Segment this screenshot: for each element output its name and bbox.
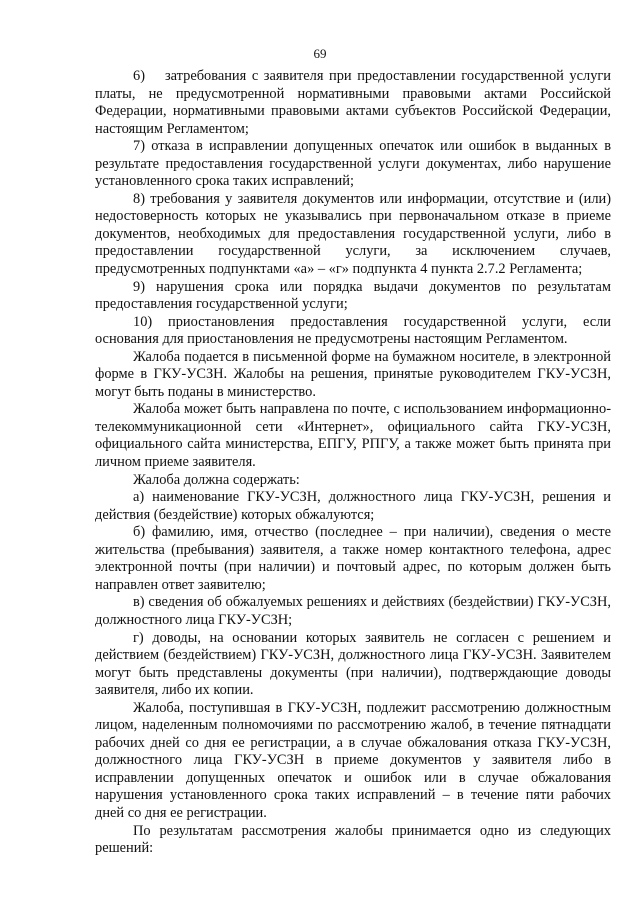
paragraph-item-9: 9) нарушения срока или порядка выдачи документов по результатам предоставления государственной услуги; xyxy=(95,278,611,313)
paragraph-review-terms: Жалоба, поступившая в ГКУ-УСЗН, подлежит рассмотрению должностным лицом, наделенным полномочиями по рассмотрению жалоб, в течение пятнадцати рабочих дней со дня ее регистрации, а в случае обжалования отказа ГКУ-УСЗН, должностного лица ГКУ-УСЗН в приеме документов у заявителя либо в исправлении допущенных опечаток и ошибок или в случае обжалования нарушения установленного срока таких исправлений – в течение пяти рабочих дней со дня ее регистрации. xyxy=(95,699,611,821)
paragraph-review-results: По результатам рассмотрения жалобы принимается одно из следующих решений: xyxy=(95,822,611,857)
document-body xyxy=(95,68,611,858)
paragraph-subitem-b: б) фамилию, имя, отчество (последнее – при наличии), сведения о месте жительства (пребывания) заявителя, а также номер контактного телефона, адрес электронной почты (при наличии) и почтовый адрес, по которым должен быть направлен ответ заявителю; xyxy=(95,524,611,593)
paragraph-complaint-contents: Жалоба должна содержать: xyxy=(133,471,300,488)
paragraph-item-7: 7) отказа в исправлении допущенных опечаток или ошибок в выданных в результате предоставления государственной услуги документах, либо нарушение установленного срока таких исправлений; xyxy=(95,138,611,190)
paragraph-subitem-g: г) доводы, на основании которых заявитель не согласен с решением и действием (бездействием) ГКУ-УСЗН, должностного лица ГКУ-УСЗН. Заявителем могут быть представлены документы (при наличии), подтверждающие доводы заявителя, либо их копии. xyxy=(95,629,611,699)
paragraph-item-6: 6) затребования с заявителя при предоставлении государственной услуги платы, не предусмотренной нормативными правовыми актами Российской Федерации, нормативными правовыми актами субъектов Российской Федерации, настоящим Регламентом; xyxy=(95,68,611,137)
paragraph-subitem-a: а) наименование ГКУ-УСЗН, должностного лица ГКУ-УСЗН, решения и действия (бездействие) которых обжалуются; xyxy=(95,489,611,523)
page-number: 69 xyxy=(313,46,327,61)
paragraph-item-10: 10) приостановления предоставления государственной услуги, если основания для приостановления не предусмотрены настоящим Регламентом. xyxy=(95,313,611,348)
paragraph-complaint-channels: Жалоба может быть направлена по почте, с использованием информационно-телекоммуникационной сети «Интернет», официального сайта ГКУ-УСЗН, официального сайта министерства, ЕПГУ, РПГУ, а также может быть принята при личном приеме заявителя. xyxy=(95,401,611,471)
paragraph-item-8: 8) требования у заявителя документов или информации, отсутствие и (или) недостоверность которых не указывались при первоначальном отказе в приеме документов, необходимых для предоставления государственной услуги, либо в предоставлении государственной услуги, за исключением случаев, предусмотренных подпунктами «а» – «г» подпункта 4 пункта 2.7.2 Регламента; xyxy=(95,190,611,278)
paragraph-complaint-form: Жалоба подается в письменной форме на бумажном носителе, в электронной форме в ГКУ-УСЗН. Жалобы на решения, принятые руководителем ГКУ-УСЗН, могут быть поданы в министерство. xyxy=(95,348,611,400)
paragraph-subitem-v: в) сведения об обжалуемых решениях и действиях (бездействии) ГКУ-УСЗН, должностного лица ГКУ-УСЗН; xyxy=(95,594,611,628)
